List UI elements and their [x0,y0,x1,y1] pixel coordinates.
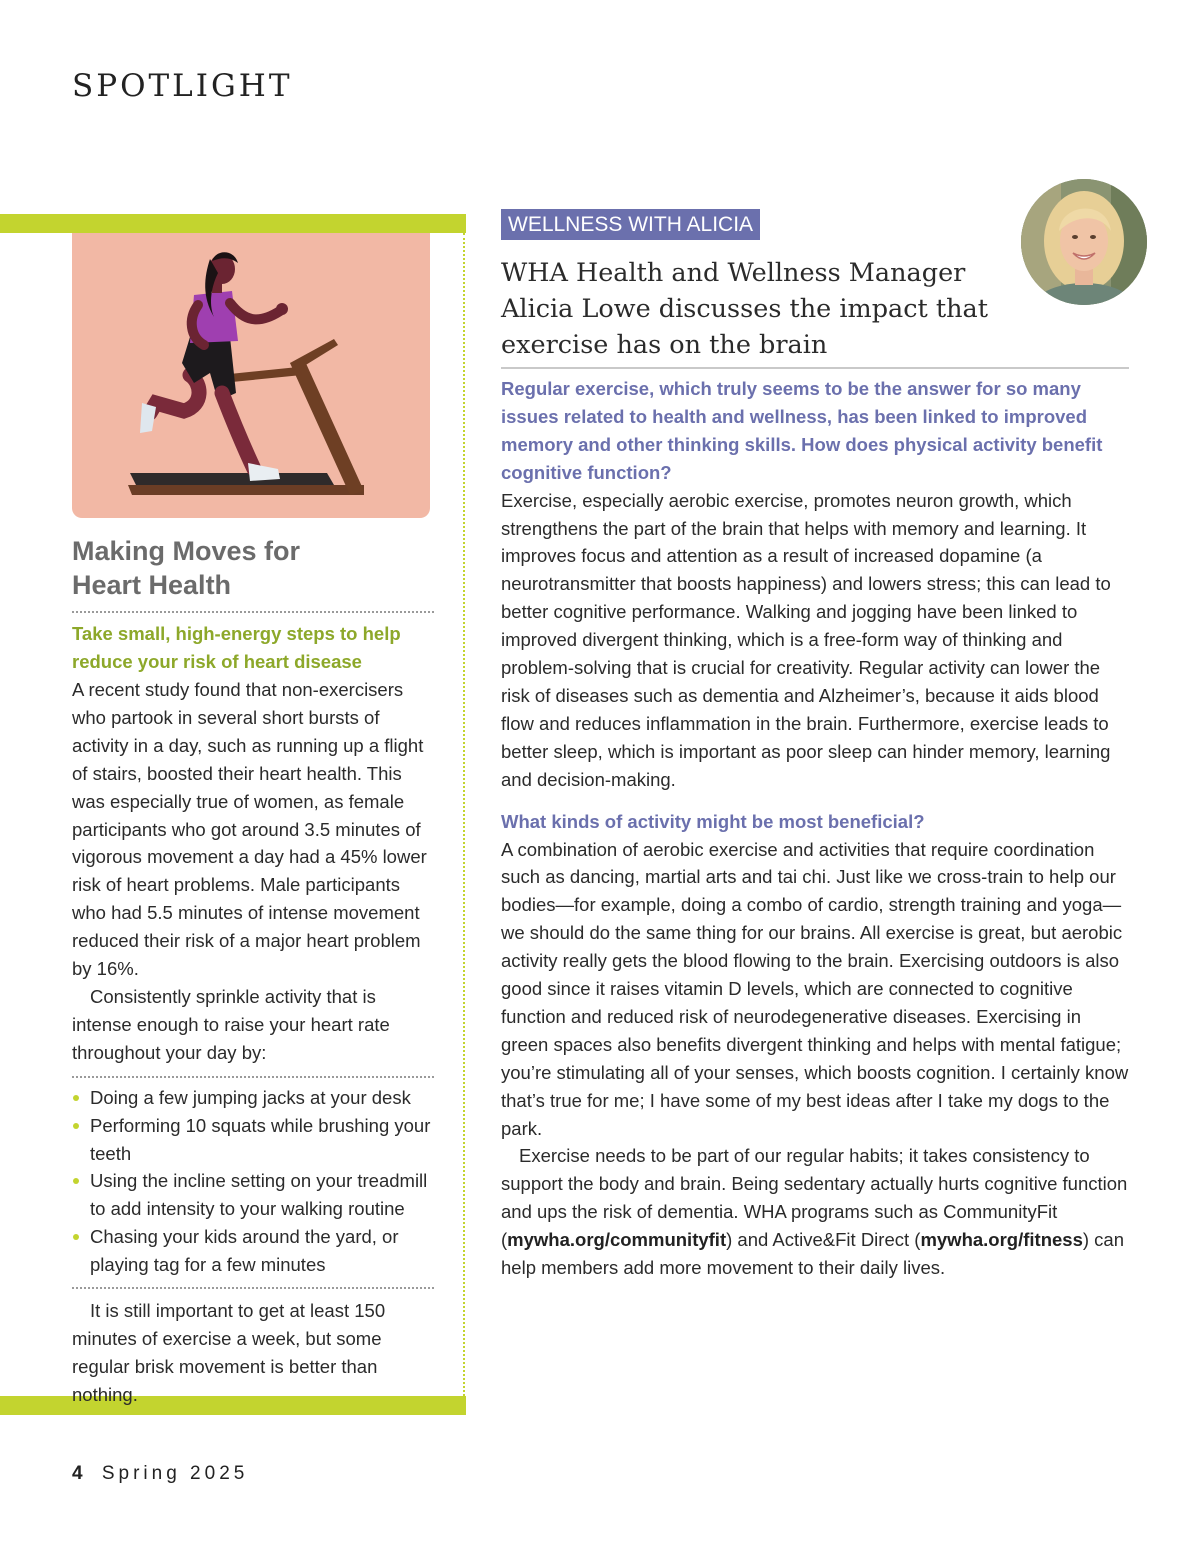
headline-rule [501,367,1129,369]
list-item: Performing 10 squats while brushing your teeth [72,1112,434,1168]
answer-3-text: ) and Active&Fit Direct ( [726,1229,921,1251]
bullets-bottom-rule [72,1287,434,1289]
answer-2: A combination of aerobic exercise and activities that require coordination such as dancing, martial arts and tai chi. Just like we cross-train to help our bodies—for example, doing a combo of cardio, strength training and yoga—we should do the same thing for our brains. All exercise is great, but aerobic activity really gets the blood flowing to the brain. Exercising outdoors is also good since it raises vitamin D levels, which are connected to cognitive function and reduced risk of neurodegenerative diseases. Exercising in green spaces also benefits divergent thinking and helps with mental fatigue; you’re stimulating all of your senses, which boosts cognition. I certainly know that’s true for me; I have some of my best ideas after I take my dogs to the park. [501,838,1129,1139]
runner-on-treadmill-icon [72,233,430,518]
page-number: 4 [72,1463,83,1484]
sidebar-top-bar [0,214,466,233]
sidebar-divider [463,233,465,1396]
answer-3-text: Exercise needs to be part of our regular habits; it takes consistency to support the body and brain. Being sedentary actually hurts cognitive function and ups the risk of dementia. WHA programs such as CommunityFit ( [501,1145,1128,1251]
bullets-top-rule [72,1076,434,1078]
author-avatar [1021,179,1147,305]
answer-3-text: ) can help members add more movement to their daily lives. [501,1229,1125,1279]
question-2: What kinds of activity might be most beneficial? [501,810,925,832]
list-item: Using the incline setting on your treadmill to add intensity to your walking routine [72,1167,434,1223]
fitness-link[interactable]: mywha.org/fitness [920,1229,1083,1251]
sidebar-paragraph-1: A recent study found that non-exercisers who partook in several short bursts of activity in a day, such as running up a flight of stairs, boosted their heart health. This was especially true of women, as female participants who got around 3.5 minutes of vigorous movement a day had a 45% lower risk of heart problems. Male participants who had 5.5 minutes of intense movement reduced their risk of a major heart problem by 16%. [72,679,427,980]
sidebar-rule [72,611,434,613]
sidebar-subhead: Take small, high-energy steps to help reduce your risk of heart disease [72,623,401,672]
author-portrait-icon [1021,179,1147,305]
list-item: Chasing your kids around the yard, or playing tag for a few minutes [72,1223,434,1279]
page-footer [72,1463,248,1485]
communityfit-link[interactable]: mywha.org/communityfit [507,1229,727,1251]
heart-health-sidebar [72,534,434,1409]
sidebar-paragraph-3: It is still important to get at least 150 minutes of exercise a week, but some regular brisk movement is better than nothing. [72,1300,386,1405]
sidebar-paragraph-2: Consistently sprinkle activity that is intense enough to raise your heart rate throughout your day by: [72,985,390,1063]
article-body [501,375,1131,1282]
question-1: Regular exercise, which truly seems to be the answer for so many issues related to health and wellness, has been linked to improved memory and other thinking skills. How does physical activity benefit cognitive function? [501,378,1103,483]
treadmill-illustration [72,233,430,518]
column-tag: WELLNESS WITH ALICIA [501,209,760,240]
answer-3 [501,1142,1131,1282]
activity-list [72,1084,434,1279]
sidebar-title-line2: Heart Health [72,570,232,600]
section-label: SPOTLIGHT [72,68,293,104]
sidebar-title [72,534,434,602]
issue-label: Spring 2025 [101,1463,249,1484]
sidebar-title-line1: Making Moves for [72,536,301,566]
answer-1: Exercise, especially aerobic exercise, promotes neuron growth, which strengthens the part of the brain that helps with memory and learning. It improves focus and attention as a result of increased dopamine (a neurotransmitter that boosts happiness) and lowers stress; this can lead to better cognitive performance. Walking and jogging have been linked to improved divergent thinking, which is a free-form way of thinking and problem-solving that is crucial for creativity. Regular activity can lower the risk of diseases such as dementia and Alzheimer’s, because it aids blood flow and reduces inflammation in the brain. Furthermore, exercise leads to better sleep, which is important as poor sleep can hinder memory, learning and decision-making. [501,489,1111,790]
article-headline: WHA Health and Wellness Manager Alicia Lowe discusses the impact that exercise has on the brain [501,258,988,360]
list-item: Doing a few jumping jacks at your desk [72,1084,434,1112]
